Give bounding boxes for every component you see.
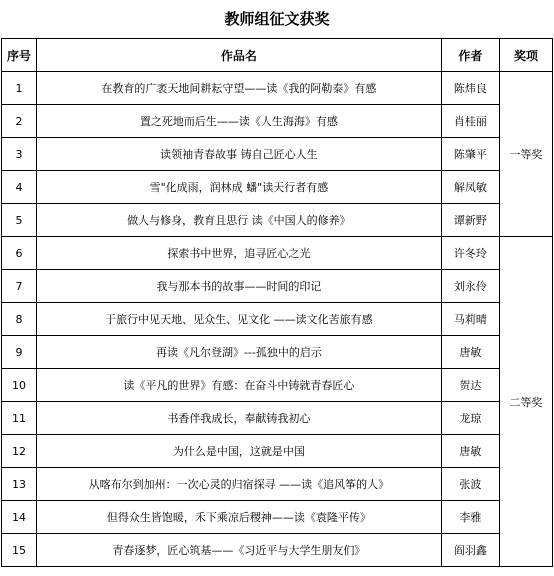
header-author: 作者 xyxy=(441,39,499,72)
row-no: 10 xyxy=(2,369,37,402)
header-award: 奖项 xyxy=(499,39,552,72)
table-row xyxy=(2,138,553,171)
table-row xyxy=(2,402,553,435)
awards-table xyxy=(1,38,553,567)
table-row xyxy=(2,369,553,402)
row-work: 置之死地而后生——读《人生海海》有感 xyxy=(37,105,442,138)
row-no: 4 xyxy=(2,171,37,204)
row-work: 读《平凡的世界》有感：在奋斗中铸就青春匠心 xyxy=(37,369,442,402)
table-row xyxy=(2,435,553,468)
row-work: 探索书中世界，追寻匠心之光 xyxy=(37,237,442,270)
table-row xyxy=(2,303,553,336)
row-work: 从喀布尔到加州：一次心灵的归宿探寻 ——读《追风筝的人》 xyxy=(37,468,442,501)
table-row xyxy=(2,237,553,270)
page-title: 教师组征文获奖 xyxy=(224,10,330,28)
row-author: 许冬玲 xyxy=(441,237,499,270)
row-no: 9 xyxy=(2,336,37,369)
table-row xyxy=(2,105,553,138)
row-no: 3 xyxy=(2,138,37,171)
row-author: 阎羽鑫 xyxy=(441,534,499,567)
row-author: 马莉晴 xyxy=(441,303,499,336)
row-author: 张波 xyxy=(441,468,499,501)
row-author: 谭新野 xyxy=(441,204,499,237)
row-author: 唐敏 xyxy=(441,435,499,468)
table-row xyxy=(2,501,553,534)
row-no: 1 xyxy=(2,72,37,105)
row-author: 龙琼 xyxy=(441,402,499,435)
row-no: 6 xyxy=(2,237,37,270)
row-no: 2 xyxy=(2,105,37,138)
row-no: 11 xyxy=(2,402,37,435)
row-work: 在教育的广袤天地间耕耘守望——读《我的阿勒泰》有感 xyxy=(37,72,442,105)
row-author: 唐敏 xyxy=(441,336,499,369)
row-author: 刘永伶 xyxy=(441,270,499,303)
table-row xyxy=(2,171,553,204)
row-work: 雪"化成雨，润林成 蟠"读天行者有感 xyxy=(37,171,442,204)
row-work: 青春逐梦，匠心筑基——《习近平与大学生朋友们》 xyxy=(37,534,442,567)
row-author: 陈炜良 xyxy=(441,72,499,105)
header-work: 作品名 xyxy=(37,39,442,72)
row-no: 12 xyxy=(2,435,37,468)
row-author: 解凤敏 xyxy=(441,171,499,204)
row-work: 书香伴我成长，奉献铸我初心 xyxy=(37,402,442,435)
row-no: 7 xyxy=(2,270,37,303)
row-work: 做人与修身，教育且思行 读《中国人的修养》 xyxy=(37,204,442,237)
row-work: 于旅行中见天地、见众生、见文化 ——读文化苦旅有感 xyxy=(37,303,442,336)
row-no: 15 xyxy=(2,534,37,567)
row-no: 13 xyxy=(2,468,37,501)
row-work: 读领袖青春故事 铸自己匠心人生 xyxy=(37,138,442,171)
row-author: 肖桂丽 xyxy=(441,105,499,138)
row-author: 陈肇平 xyxy=(441,138,499,171)
row-work: 再读《凡尔登湖》---孤独中的启示 xyxy=(37,336,442,369)
row-work: 但得众生皆饱暖，禾下乘凉后稷神——读《袁隆平传》 xyxy=(37,501,442,534)
header-no: 序号 xyxy=(2,39,37,72)
row-no: 5 xyxy=(2,204,37,237)
award-first-cell: 一等奖 xyxy=(499,72,552,237)
row-work: 我与那本书的故事——时间的印记 xyxy=(37,270,442,303)
table-row xyxy=(2,204,553,237)
table-row xyxy=(2,534,553,567)
row-author: 贺达 xyxy=(441,369,499,402)
award-second-cell: 二等奖 xyxy=(499,237,552,567)
table-row xyxy=(2,270,553,303)
row-no: 8 xyxy=(2,303,37,336)
table-row xyxy=(2,72,553,105)
row-no: 14 xyxy=(2,501,37,534)
table-header-row xyxy=(2,39,553,72)
table-row xyxy=(2,468,553,501)
table-row xyxy=(2,336,553,369)
row-author: 李雅 xyxy=(441,501,499,534)
row-work: 为什么是中国，这就是中国 xyxy=(37,435,442,468)
